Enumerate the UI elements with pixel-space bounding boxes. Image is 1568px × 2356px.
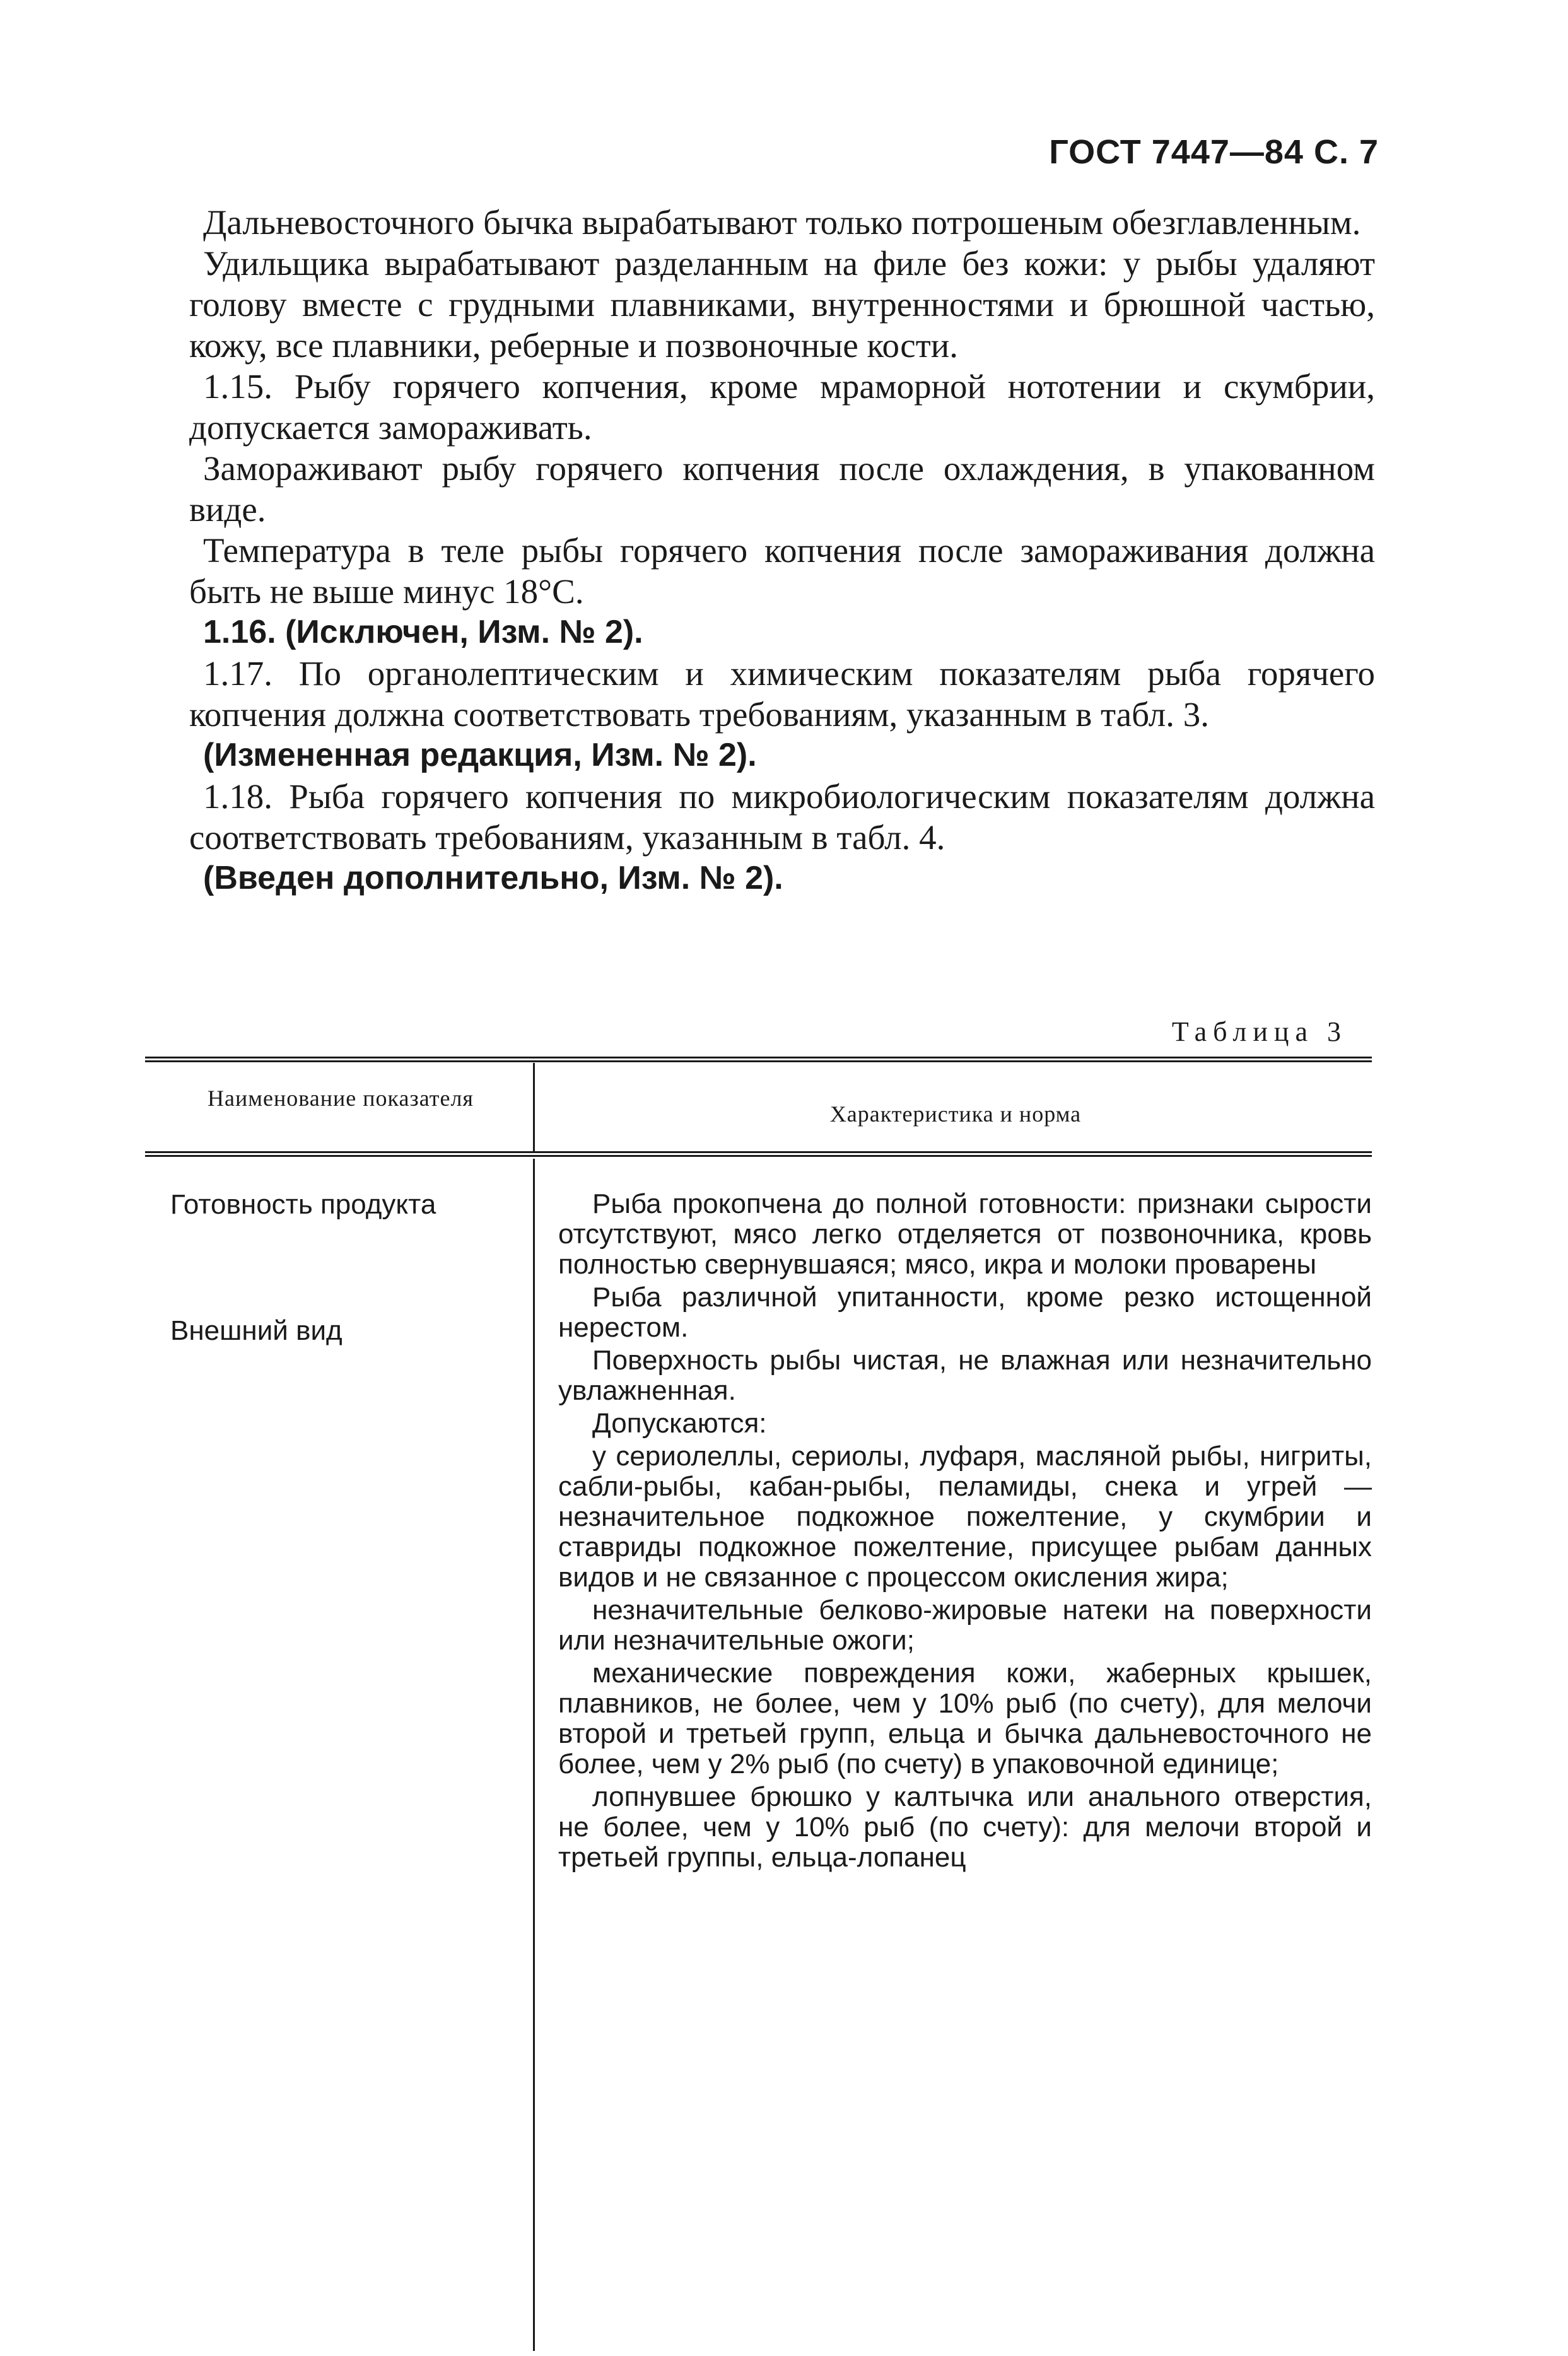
norm-paragraph: Поверхность рыбы чистая, не влажная или незначительно увлажненная. [558,1345,1372,1406]
table-caption: Таблица 3 [1171,1016,1347,1047]
column-header-norm: Характеристика и норма [829,1101,1082,1127]
norm-paragraph: механические повреждения кожи, жаберных крышек, плавников, не более, чем у 10% рыб (по счету), для мелочи второй и третьей групп, ельца и бычка дальневосточного не более, чем у 2% рыб (по счету) в упаковочной единице; [558,1658,1372,1779]
norm-paragraph: у сериолеллы, сериолы, луфаря, масляной рыбы, нигриты, сабли-рыбы, кабан-рыбы, пеламиды, снека и угрей — незначительное подкожное пожелтение, у скумбрии и ставриды подкожное пожелтение, присущее рыбам данных видов и не связанное с процессом окисления жира; [558,1441,1372,1593]
norm-paragraph: лопнувшее брюшко у калтычка или анального отверстия, не более, чем у 10% рыб (по счету): для мелочи второй и третьей группы, ельца-лопанец [558,1781,1372,1873]
table-header-rule [145,1151,1372,1157]
paragraph: 1.17. По органолептическим и химическим показателям рыба горячего копчения должна соответствовать требованиям, указанным в табл. 3. [189,654,1375,734]
norm-paragraph: Допускаются: [592,1408,767,1439]
body-text [189,202,1375,899]
norm-paragraph: Рыба прокопчена до полной готовности: признаки сырости отсутствуют, мясо легко отделяется от позвоночника, кровь полностью свернувшаяся; мясо, икра и молоки проварены [558,1188,1372,1280]
table-3 [145,1057,1372,2356]
paragraph: Удильщика вырабатывают разделанным на филе без кожи: у рыбы удаляют голову вместе с грудными плавниками, внутренностями и брюшной частью, кожу, все плавники, реберные и позвоночные кости. [189,244,1375,365]
norm-paragraph: Рыба различной упитанности, кроме резко истощенной нерестом. [558,1282,1372,1343]
page-header: ГОСТ 7447—84 С. 7 [1049,133,1379,171]
amendment-note: 1.16. (Исключен, Изм. № 2). [203,614,643,650]
amendment-note: (Введен дополнительно, Изм. № 2). [203,860,783,896]
paragraph: 1.15. Рыбу горячего копчения, кроме мраморной нототении и скумбрии, допускается замораживать. [189,367,1375,447]
norm-paragraph: незначительные белково-жировые натеки на поверхности или незначительные ожоги; [558,1595,1372,1656]
paragraph: Дальневосточного бычка вырабатывают только потрошеным обезглавленным. [203,203,1361,242]
column-header-name: Наименование показателя [208,1086,474,1111]
row-label-readiness: Готовность продукта [170,1189,436,1220]
paragraph: Температура в теле рыбы горячего копчения после замораживания должна быть не выше минус 18°С. [189,531,1375,611]
norm-column [558,1189,1372,1875]
table-top-rule [145,1057,1372,1062]
amendment-note: (Измененная редакция, Изм. № 2). [203,737,757,773]
table-header-divider [533,1063,535,1151]
paragraph: 1.18. Рыба горячего копчения по микробиологическим показателям должна соответствовать требованиям, указанным в табл. 4. [189,777,1375,857]
table-column-divider [533,1159,535,2351]
row-label-appearance: Внешний вид [170,1315,342,1346]
paragraph: Замораживают рыбу горячего копчения после охлаждения, в упакованном виде. [189,449,1375,529]
